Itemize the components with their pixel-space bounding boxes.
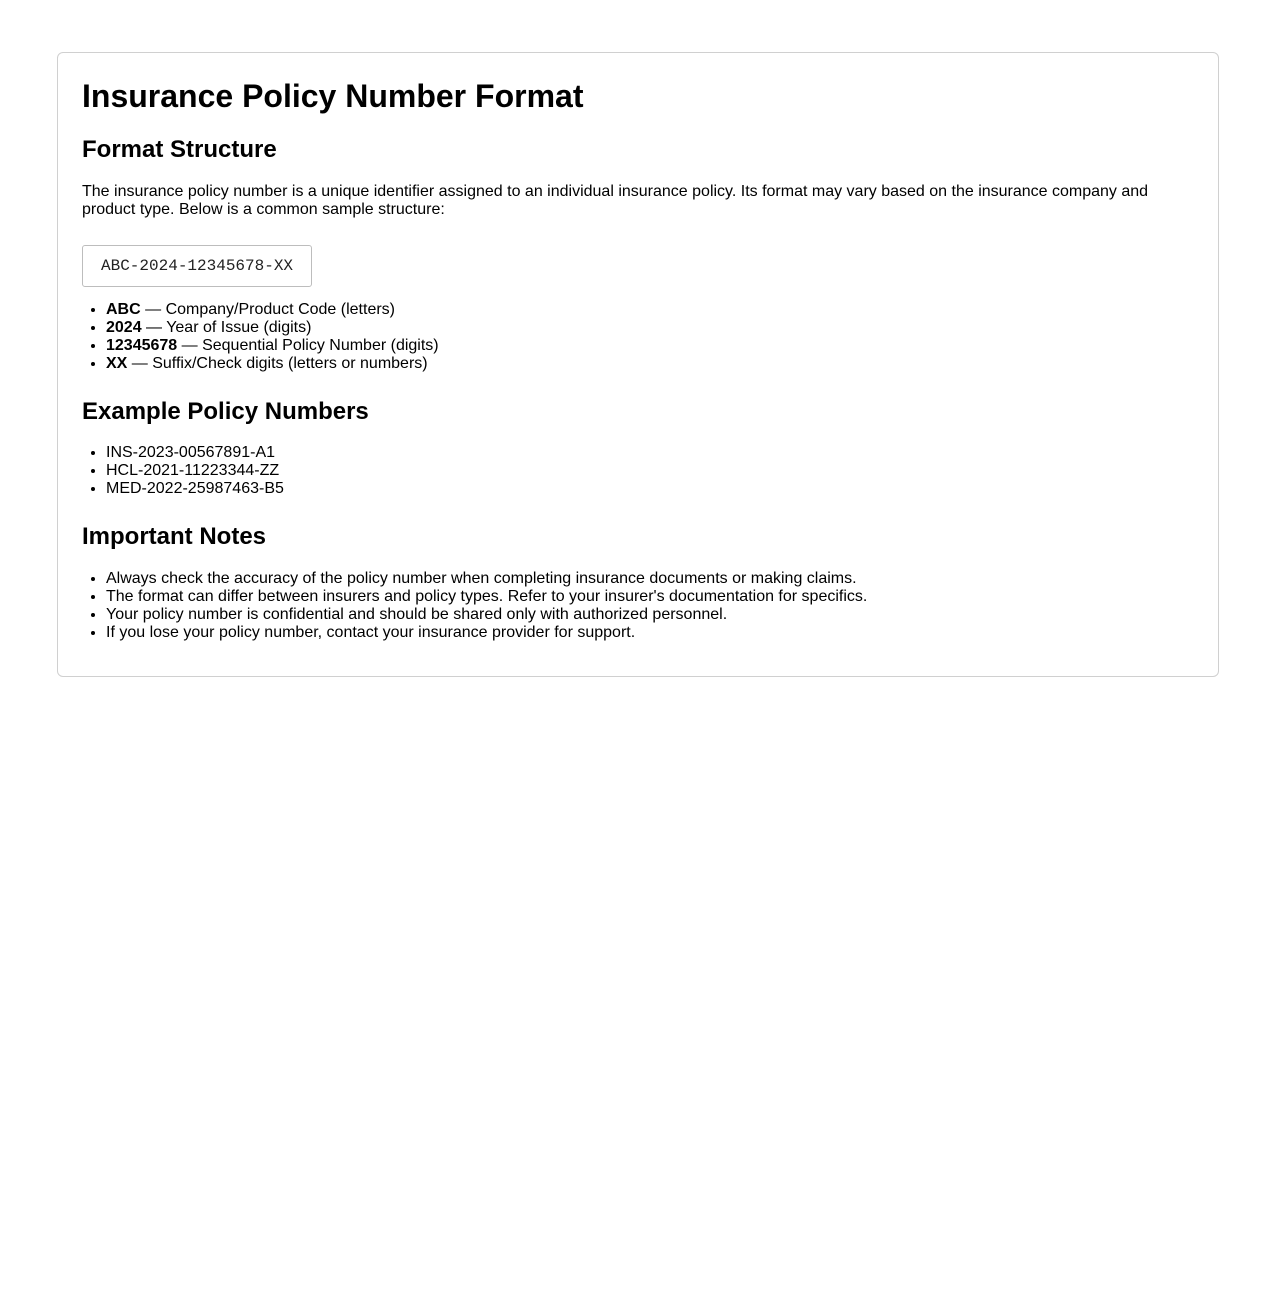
examples-list xyxy=(82,444,284,498)
format-part-item xyxy=(106,337,439,355)
sample-format-code: ABC-2024-12345678-XX xyxy=(82,245,312,287)
format-part-item xyxy=(106,301,439,319)
format-part-desc: — Company/Product Code (letters) xyxy=(140,301,395,318)
policy-format-card xyxy=(57,52,1219,677)
examples-heading: Example Policy Numbers xyxy=(82,398,369,425)
note-item: • The format can differ between insurers and policy types. Refer to your insurer's documentation for specifics. xyxy=(106,588,867,606)
format-part-item xyxy=(106,355,439,373)
page-title: Insurance Policy Number Format xyxy=(82,78,584,114)
notes-list xyxy=(82,570,867,642)
note-item: • Your policy number is confidential and should be shared only with authorized personnel. xyxy=(106,606,867,624)
note-item: • Always check the accuracy of the policy number when completing insurance documents or making claims. xyxy=(106,570,867,588)
format-part-desc: — Suffix/Check digits (letters or numbers) xyxy=(127,355,428,372)
format-part-code: 12345678 xyxy=(106,337,178,354)
format-part-desc: — Sequential Policy Number (digits) xyxy=(177,337,439,354)
format-part-code: XX xyxy=(106,355,128,372)
notes-heading: Important Notes xyxy=(82,523,267,550)
format-part-desc: — Year of Issue (digits) xyxy=(141,319,312,336)
example-policy-number: • MED-2022-25987463-B5 xyxy=(106,480,284,498)
format-structure-heading: Format Structure xyxy=(82,136,277,163)
example-policy-number: • HCL-2021-11223344-ZZ xyxy=(106,462,284,480)
format-part-item xyxy=(106,319,439,337)
note-item: • If you lose your policy number, contact your insurance provider for support. xyxy=(106,624,867,642)
example-policy-number: • INS-2023-00567891-A1 xyxy=(106,444,284,462)
format-part-code: ABC xyxy=(106,301,141,318)
format-intro-text: The insurance policy number is a unique identifier assigned to an individual insurance policy. Its format may vary based on the insurance company and product type. Below is a common sample structure: xyxy=(82,183,1149,218)
format-parts-list xyxy=(82,301,439,373)
format-part-code: 2024 xyxy=(106,319,142,336)
